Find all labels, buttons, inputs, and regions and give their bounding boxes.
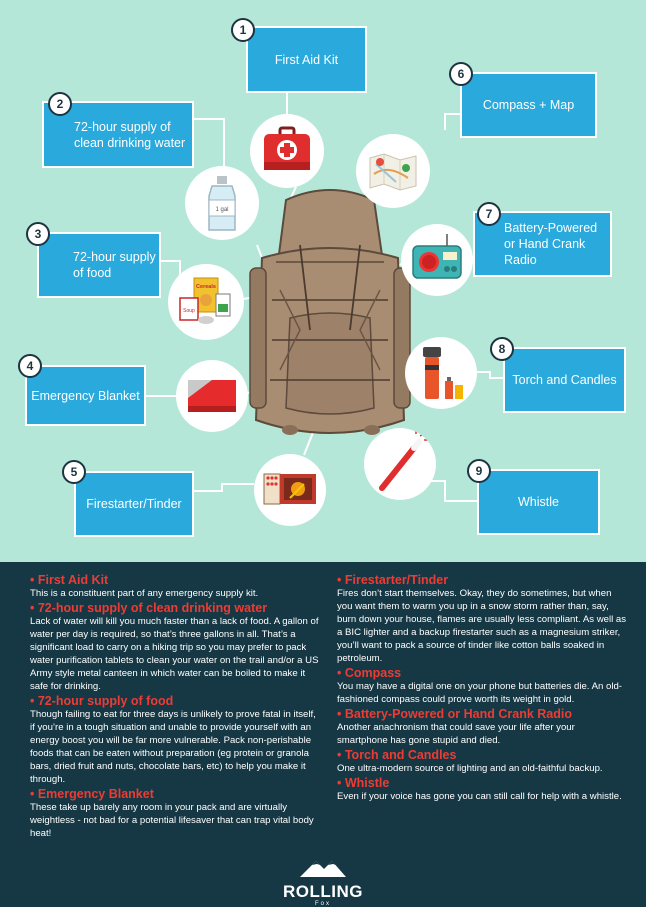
number-badge-5: 5 (62, 460, 86, 484)
desc-body-water: Lack of water will kill you much faster than a lack of food. A gallon of water per day is required, so that’s three gallons in all. That’s a significant load to carry on a hiking trip so you may prefer to pack water purification tablets to clean your water on the trail and/or a US Army style metal canteen in which water can be boiled to make it safe for drinking. (30, 616, 319, 692)
item-label-torch-candles: Torch and Candles (512, 373, 617, 387)
desc-body-whistle: Even if your voice has gone you can still call for help with a whistle. (337, 791, 622, 802)
desc-title-whistle: • Whistle (337, 776, 390, 790)
item-label-firestarter: Firestarter/Tinder (86, 497, 182, 511)
desc-title-blanket: • Emergency Blanket (30, 787, 154, 801)
number-badge-7: 7 (477, 202, 501, 226)
descriptions-section (0, 562, 646, 907)
desc-body-torch: One ultra-modern source of lighting and an old-faithful backup. (337, 763, 603, 774)
desc-title-water: • 72-hour supply of clean drinking water (30, 601, 268, 615)
firestarter-circle (254, 454, 326, 526)
item-box-torch-candles (503, 347, 626, 413)
water-bottle-icon (185, 166, 259, 240)
desc-title-torch: • Torch and Candles (337, 748, 457, 762)
radio-icon (401, 224, 473, 296)
number-badge-2: 2 (48, 92, 72, 116)
desc-title-food: • 72-hour supply of food (30, 694, 174, 708)
compass-map-circle (356, 134, 430, 208)
mountain-icon (282, 857, 364, 877)
desc-body-compass: You may have a digital one on your phone but batteries die. An old-fashioned compass could prove worth its weight in gold. (337, 681, 622, 705)
item-box-first-aid-kit (246, 26, 367, 93)
whistle-icon (364, 428, 436, 500)
desc-body-first-aid: This is a constituent part of any emergency supply kit. (30, 588, 259, 599)
item-label-radio: Battery-Powered or Hand Crank Radio (504, 221, 598, 267)
desc-title-first-aid: • First Aid Kit (30, 573, 109, 587)
item-label-food: 72-hour supply of food (73, 250, 156, 280)
logo-subtitle: Fox (314, 901, 331, 907)
logo-wordmark: ROLLING (283, 882, 363, 901)
desc-body-radio: Another anachronism that could save your life after your smartphone has gone stupid and died. (337, 722, 575, 746)
item-box-compass-map (460, 72, 597, 138)
number-badge-8: 8 (490, 337, 514, 361)
item-label-water: 72-hour supply of clean drinking water (74, 119, 186, 150)
first-aid-kit-icon (250, 114, 324, 188)
desc-body-firestarter: Fires don’t start themselves. Okay, they do sometimes, but when you want them to warm you up in a snow storm rather than, say, burn down your house, flames are usually less compliant. As well as a BIC lighter and a backup firestarter such as a magnesium striker, you’ll want to pack a source of tinder like cotton balls soaked in petroleum. (337, 588, 627, 664)
desc-body-food: Though failing to eat for three days is unlikely to prove fatal in itself, if you’re in a tough situation and unable to provide yourself with an energy boost you will be far more vulnerable. Pack non-perishable foods that can be eaten without preparation (eg protein or granola bars, dried fruit and nuts, chocolate bars, etc) to help you make it through. (30, 709, 316, 785)
cereal-label: Cereals (196, 284, 216, 290)
item-label-first-aid-kit: First Aid Kit (274, 52, 339, 67)
food-supply-icon (168, 264, 244, 340)
emergency-blanket-icon (176, 360, 248, 432)
torch-circle (405, 337, 477, 409)
descriptions-right-column (337, 572, 627, 803)
descriptions-left-column (30, 572, 322, 840)
item-box-emergency-blanket (25, 365, 146, 426)
number-badge-4: 4 (18, 354, 42, 378)
first-aid-kit-circle (250, 114, 324, 188)
item-box-whistle (477, 469, 600, 535)
number-badge-1: 1 (231, 18, 255, 42)
item-label-whistle: Whistle (518, 495, 559, 509)
emergency-blanket-circle (176, 360, 248, 432)
radio-circle (401, 224, 473, 296)
number-badge-3: 3 (26, 222, 50, 246)
matchbox-icon (254, 454, 326, 526)
rolling-fox-logo (282, 857, 364, 905)
item-label-emergency-blanket: Emergency Blanket (31, 388, 140, 403)
number-badge-6: 6 (449, 62, 473, 86)
food-circle (168, 264, 244, 340)
item-box-firestarter (74, 471, 194, 537)
item-label-compass-map: Compass + Map (482, 98, 575, 112)
desc-title-compass: • Compass (337, 666, 402, 680)
soup-label: Soup (183, 308, 195, 314)
number-badge-9: 9 (467, 459, 491, 483)
water-circle (185, 166, 259, 240)
desc-title-firestarter: • Firestarter/Tinder (337, 573, 449, 587)
item-box-food (37, 232, 161, 298)
torch-icon (405, 337, 477, 409)
desc-body-blanket: These take up barely any room in your pack and are virtually weightless - not bad for a potential lifesaver that can trap vital body heat! (30, 802, 314, 839)
whistle-circle (364, 428, 436, 500)
water-label: 1 gal (215, 207, 229, 213)
desc-title-radio: • Battery-Powered or Hand Crank Radio (337, 707, 572, 721)
map-icon (356, 134, 430, 208)
